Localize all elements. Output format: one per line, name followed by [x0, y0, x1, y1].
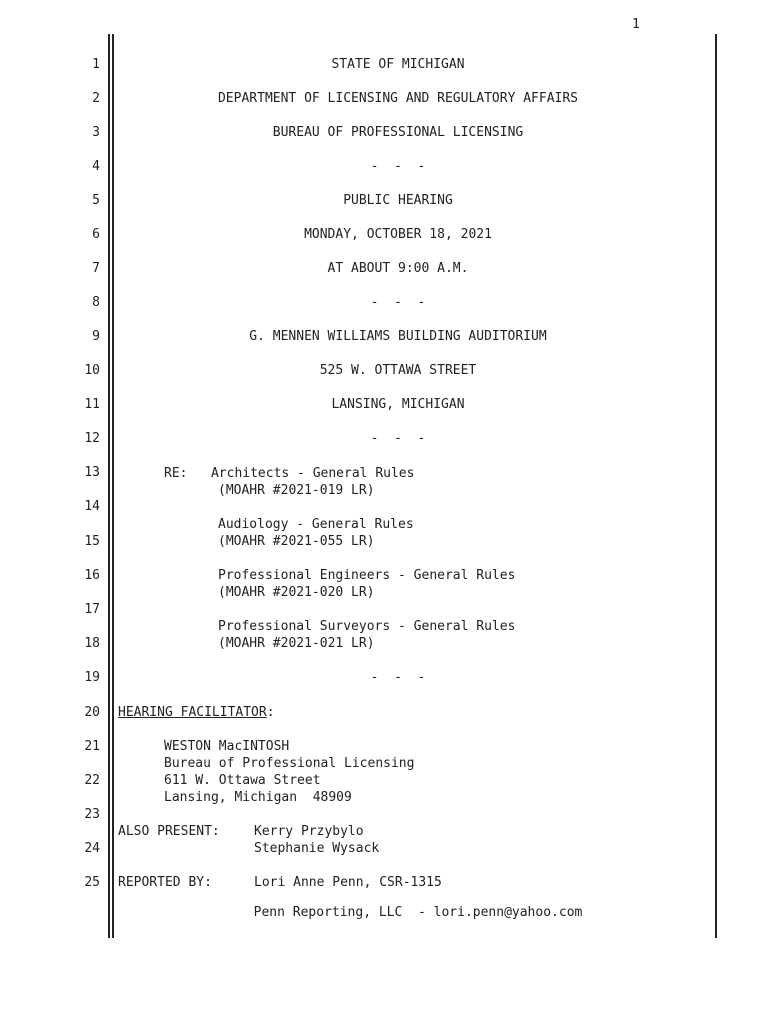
hearing-time: AT ABOUT 9:00 A.M.: [327, 261, 469, 276]
line-number: 25: [84, 875, 100, 890]
line-number: 20: [84, 705, 100, 720]
venue-name: G. MENNEN WILLIAMS BUILDING AUDITORIUM: [249, 329, 547, 344]
re-audiology: Audiology - General Rules: [218, 517, 414, 532]
facilitator-heading: [118, 704, 275, 721]
line-number: 16: [84, 568, 100, 583]
line-number: 8: [92, 295, 100, 310]
state-heading: STATE OF MICHIGAN: [331, 57, 465, 72]
facilitator-colon: :: [266, 705, 275, 720]
re-engineers-ref: (MOAHR #2021-020 LR): [218, 585, 375, 600]
re-architects-ref: (MOAHR #2021-019 LR): [218, 483, 375, 498]
line-number: 11: [84, 397, 100, 412]
separator: - - -: [370, 295, 426, 310]
separator: - - -: [370, 431, 426, 446]
separator: - - -: [370, 159, 426, 174]
line-number: 18: [84, 636, 100, 651]
right-margin-rule: [715, 34, 717, 938]
hearing-title: PUBLIC HEARING: [343, 193, 453, 208]
hearing-date: MONDAY, OCTOBER 18, 2021: [304, 227, 492, 242]
left-margin-rule-outer: [108, 34, 110, 938]
line-number: 12: [84, 431, 100, 446]
also-present-name: Kerry Przybylo: [254, 824, 364, 839]
facilitator-address: 611 W. Ottawa Street: [164, 773, 321, 788]
line-number: 23: [84, 807, 100, 822]
line-number: 19: [84, 670, 100, 685]
re-architects: RE: Architects - General Rules: [164, 466, 415, 481]
line-number: 21: [84, 739, 100, 754]
re-surveyors-ref: (MOAHR #2021-021 LR): [218, 636, 375, 651]
line-number: 3: [92, 125, 100, 140]
facilitator-city: Lansing, Michigan 48909: [164, 790, 352, 805]
footer-reporting-company: Penn Reporting, LLC - lori.penn@yahoo.com: [253, 905, 583, 920]
also-present-name: Stephanie Wysack: [254, 841, 380, 856]
reported-by-label: REPORTED BY:: [118, 875, 212, 890]
line-number: 14: [84, 499, 100, 514]
bureau-heading: BUREAU OF PROFESSIONAL LICENSING: [272, 125, 524, 140]
facilitator-org: Bureau of Professional Licensing: [164, 756, 415, 771]
left-margin-rule-inner: [112, 34, 114, 938]
line-number: 2: [92, 91, 100, 106]
page-number: 1: [632, 17, 640, 32]
line-number: 13: [84, 465, 100, 480]
line-number: 15: [84, 534, 100, 549]
line-number: 24: [84, 841, 100, 856]
department-heading: DEPARTMENT OF LICENSING AND REGULATORY AFFAIRS: [217, 91, 579, 106]
line-number: 6: [92, 227, 100, 242]
reporter-name: Lori Anne Penn, CSR-1315: [254, 875, 442, 890]
separator: - - -: [370, 670, 426, 685]
line-number: 7: [92, 261, 100, 276]
line-number: 9: [92, 329, 100, 344]
facilitator-label: HEARING FACILITATOR: [118, 705, 267, 720]
re-audiology-ref: (MOAHR #2021-055 LR): [218, 534, 375, 549]
venue-city: LANSING, MICHIGAN: [331, 397, 465, 412]
line-number: 5: [92, 193, 100, 208]
line-number: 10: [84, 363, 100, 378]
line-number: 17: [84, 602, 100, 617]
line-number: 4: [92, 159, 100, 174]
line-number: 1: [92, 57, 100, 72]
facilitator-name: WESTON MacINTOSH: [164, 739, 290, 754]
also-present-label: ALSO PRESENT:: [118, 824, 220, 839]
line-number: 22: [84, 773, 100, 788]
re-engineers: Professional Engineers - General Rules: [218, 568, 516, 583]
re-surveyors: Professional Surveyors - General Rules: [218, 619, 516, 634]
venue-street: 525 W. OTTAWA STREET: [319, 363, 477, 378]
